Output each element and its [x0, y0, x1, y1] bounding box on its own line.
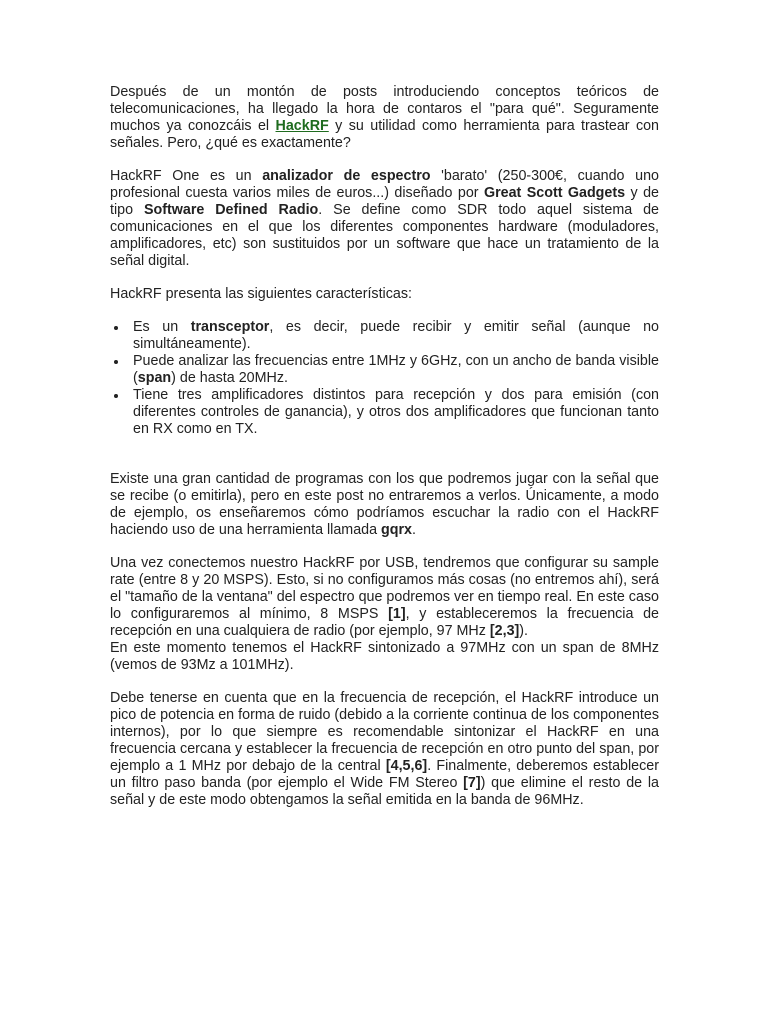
hackrf-link[interactable]: HackRF	[275, 118, 329, 134]
definition-paragraph	[110, 168, 659, 270]
definition-text: . Se define como SDR todo aquel sistema de comunicaciones en el que los diferentes componentes hardware (moduladores, amplificadores, etc) son sustituidos por un software que hace un tratamiento de la señal digital.	[110, 202, 659, 269]
bold-term: transceptor	[190, 319, 270, 335]
list-item-text: ) de hasta 20MHz.	[171, 370, 288, 386]
paragraph-text: Una vez conectemos nuestro HackRF por USB, tendremos que configurar su sample rate (entre 8 y 20 MSPS). Esto, si no configuramos más cosas (no entremos ahí), será el "tamaño de la ventana" del espectro que podremos ver en tiempo real. En este caso lo configuraremos al mínimo, 8 MSPS	[110, 555, 659, 622]
config-paragraph	[110, 555, 659, 640]
features-list	[110, 319, 659, 438]
paragraph-text: ) que elimine el resto de la señal y de este modo obtengamos la señal emitida en la banda de 96MHz.	[110, 775, 659, 808]
list-item-text: Puede analizar las frecuencias entre 1MHz y 6GHz, con un ancho de banda visible (	[133, 353, 659, 386]
list-item: Tiene tres amplificadores distintos para recepción y dos para emisión (con diferentes controles de ganancia), y otros dos amplificadores que funcionan tanto en RX como en TX.	[133, 387, 659, 437]
tuned-paragraph: En este momento tenemos el HackRF sintonizado a 97MHz con un span de 8MHz (vemos de 93Mz a 101MHz).	[110, 640, 659, 673]
bold-term: Software Defined Radio	[143, 202, 319, 218]
paragraph-text: , y estableceremos la frecuencia de recepción en una cualquiera de radio (por ejemplo, 97 MHz	[110, 606, 659, 639]
paragraph-text: . Finalmente, deberemos establecer un filtro paso banda (por ejemplo el Wide FM Stereo	[110, 758, 659, 791]
bold-term: Great Scott Gadgets	[483, 185, 626, 201]
list-item-text: Es un	[133, 319, 191, 335]
definition-text: 'barato' (250-300€, cuando uno profesional cuesta varios miles de euros...) diseñado por	[110, 168, 659, 201]
paragraph-text: Debe tenerse en cuenta que en la frecuencia de recepción, el HackRF introduce un pico de potencia en forma de ruido (debido a la corriente continua de los componentes internos), por lo que siempre es recomendable sintonizar el HackRF en una frecuencia cercana y establecer la frecuencia de recepción en otro punto del span, por ejemplo a 1 MHz por debajo de la central	[110, 690, 659, 774]
intro-paragraph	[110, 84, 659, 152]
reference-marker: [4,5,6]	[385, 758, 428, 774]
definition-text: y de tipo	[110, 185, 659, 218]
paragraph-text: Existe una gran cantidad de programas con los que podremos jugar con la señal que se recibe (o emitirla), pero en este post no entraremos a verlos. Únicamente, a modo de ejemplo, os enseñaremos cómo podríamos escuchar la radio con el HackRF haciendo uso de una herramienta llamada	[110, 471, 659, 538]
reference-marker: [7]	[463, 775, 481, 791]
paragraph-text: ).	[519, 623, 529, 639]
article-body	[110, 84, 659, 825]
bold-term: span	[137, 370, 172, 386]
list-item	[133, 319, 659, 353]
reference-marker: [2,3]	[489, 623, 520, 639]
reference-marker: [1]	[388, 606, 406, 622]
intro-text: Después de un montón de posts introduciendo conceptos teóricos de telecomunicaciones, ha llegado la hora de contaros el "para qué". Seguramente muchos ya conozcáis el	[110, 84, 659, 134]
bold-term: analizador de espectro	[262, 168, 431, 184]
list-item	[133, 353, 659, 387]
definition-text: HackRF One es un	[110, 168, 263, 184]
intro-text-end: y su utilidad como herramienta para trastear con señales. Pero, ¿qué es exactamente?	[110, 118, 659, 151]
paragraph-text: .	[412, 522, 416, 538]
programs-paragraph	[110, 471, 659, 539]
bold-term: gqrx	[381, 522, 413, 538]
features-intro: HackRF presenta las siguientes características:	[110, 286, 412, 302]
spacer	[110, 454, 659, 471]
list-item-text: , es decir, puede recibir y emitir señal (aunque no simultáneamente).	[133, 319, 659, 352]
noise-paragraph	[110, 690, 659, 809]
